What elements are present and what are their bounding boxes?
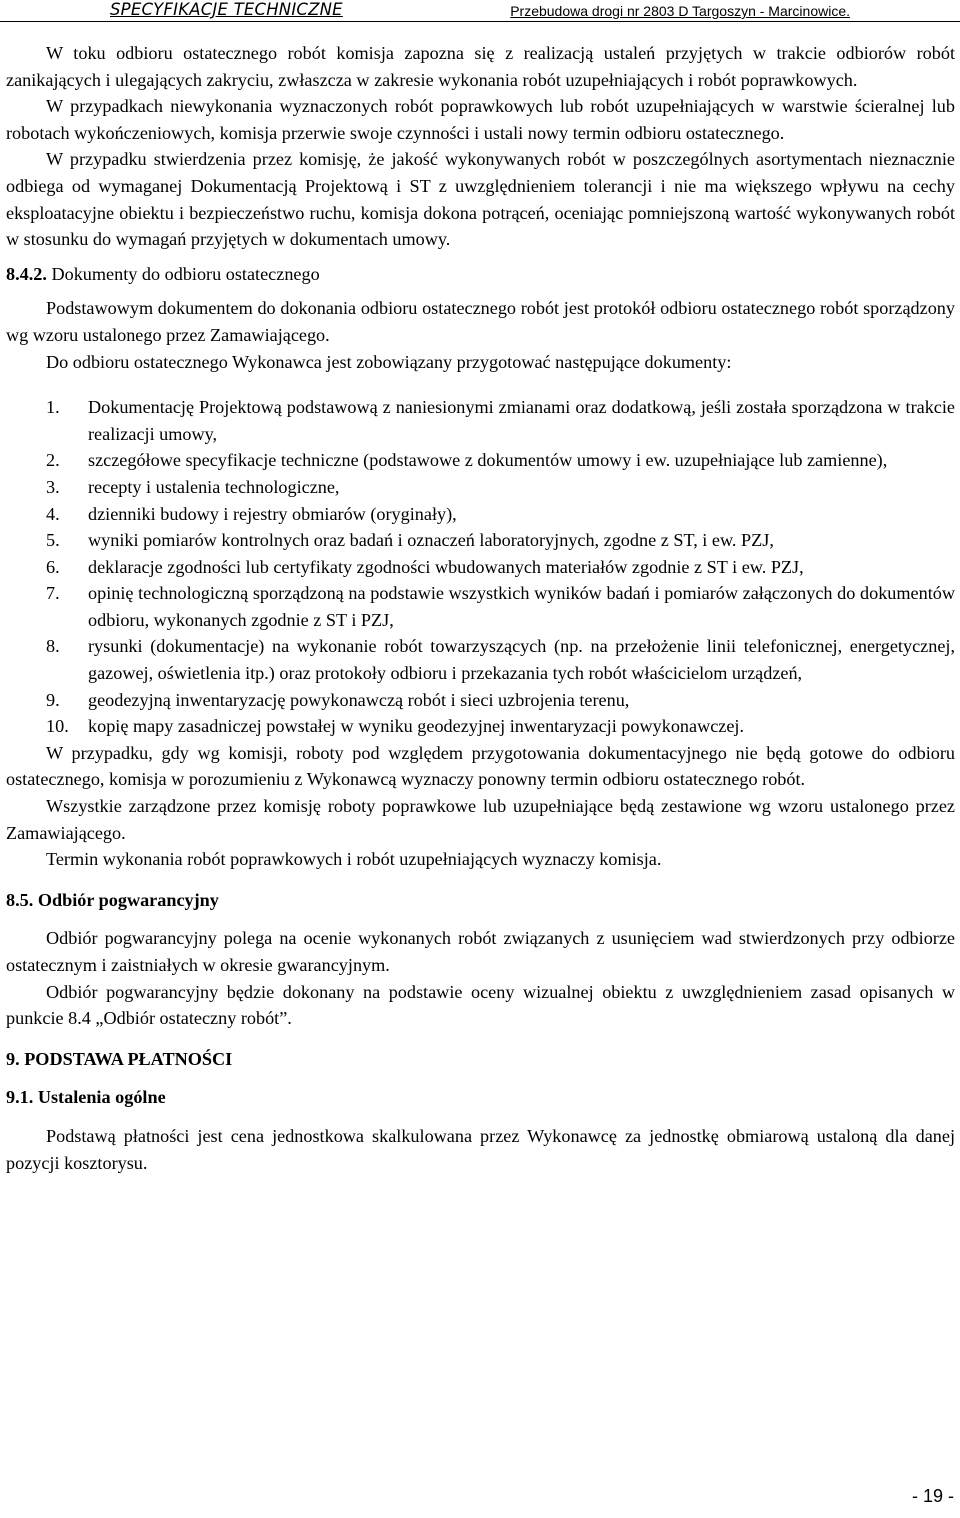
list-item	[6, 554, 955, 581]
section-heading-9: 9. PODSTAWA PŁATNOŚCI	[6, 1048, 233, 1069]
section-heading-8-5: 8.5. Odbiór pogwarancyjny	[6, 889, 219, 910]
list-item-number: 3.	[46, 476, 60, 497]
header-rule	[0, 21, 960, 22]
list-item	[6, 633, 955, 686]
section-heading-8-4-2	[6, 261, 955, 288]
paragraph-post-warranty-definition: Odbiór pogwarancyjny polega na ocenie wykonanych robót związanych z usunięciem wad stwierdzonych przy odbiorze ostatecznym i zaistniałych w okresie gwarancyjnym.	[6, 928, 955, 975]
paragraph-deadline: Termin wykonania robót poprawkowych i robót uzupełniających wyznaczy komisja.	[46, 849, 662, 870]
list-item-number: 9.	[46, 689, 60, 710]
list-item-number: 5.	[46, 530, 60, 551]
paragraph-payment-basis: Podstawą płatności jest cena jednostkowa skalkulowana przez Wykonawcę za jednostkę obmiarową ustaloną dla danej pozycji kosztorysu.	[6, 1125, 955, 1173]
list-item-number: 7.	[46, 583, 60, 604]
paragraph-quality-deductions: W przypadku stwierdzenia przez komisję, że jakość wykonywanych robót w poszczególnych asortymentach nieznacznie odbiega od wymaganej Dokumentacją Projektową i ST z uwzględnieniem tolerancji i nie ma większego wpływu na cechy eksploatacyjne obiektu i bezpieczeństwo ruchu, komisja dokona potrąceń, oceniając pomniejszoną wartość wykonywanych robót w stosunku do wymagań przyjętych w dokumentach umowy.	[6, 149, 955, 250]
list-item-text: deklaracje zgodności lub certyfikaty zgodności wbudowanych materiałów zgodnie z ST i ew. PZJ,	[88, 556, 804, 577]
list-item-text: wyniki pomiarów kontrolnych oraz badań i oznaczeń laboratoryjnych, zgodne z ST, i ew. PZJ,	[88, 530, 774, 551]
paragraph-final-acceptance-review: W toku odbioru ostatecznego robót komisja zapozna się z realizacją ustaleń przyjętych w trakcie odbiorów robót zanikających i ulegających zakryciu, zwłaszcza w zakresie wykonania robót uzupełniających i robót poprawkowych.	[6, 43, 955, 90]
list-item	[6, 713, 955, 740]
list-item-text: szczegółowe specyfikacje techniczne (podstawowe z dokumentów umowy i ew. uzupełniające lub zamienne),	[88, 450, 888, 471]
list-item-number: 6.	[46, 556, 60, 577]
section-title: Dokumenty do odbioru ostatecznego	[51, 263, 320, 284]
list-item-number: 2.	[46, 450, 60, 471]
list-item	[6, 394, 955, 447]
list-item	[6, 501, 955, 528]
paragraph-corrective-works: Wszystkie zarządzone przez komisję roboty poprawkowe lub uzupełniające będą zestawione wg wzoru ustalonego przez Zamawiającego.	[6, 796, 955, 843]
paragraph-required-documents-intro: Do odbioru ostatecznego Wykonawca jest zobowiązany przygotować następujące dokumenty:	[46, 351, 732, 372]
list-item-number: 4.	[46, 503, 60, 524]
page-number: - 19 -	[911, 1486, 954, 1506]
required-documents-list	[6, 394, 955, 740]
list-item-number: 1.	[46, 397, 60, 418]
list-item-text: geodezyjną inwentaryzację powykonawczą robót i sieci uzbrojenia terenu,	[88, 689, 630, 710]
list-item	[6, 687, 955, 714]
list-item-text: recepty i ustalenia technologiczne,	[88, 476, 340, 497]
list-item-number: 10.	[46, 716, 69, 737]
list-item	[6, 527, 955, 554]
list-item	[6, 447, 955, 474]
paragraph-basic-document: Podstawowym dokumentem do dokonania odbioru ostatecznego robót jest protokół odbioru ostatecznego robót sporządzony wg wzoru ustalonego przez Zamawiającego.	[6, 298, 955, 345]
header-document-title: SPECYFIKACJE TECHNICZNE	[110, 0, 343, 19]
paragraph-not-ready: W przypadku, gdy wg komisji, roboty pod względem przygotowania dokumentacyjnego nie będą gotowe do odbioru ostatecznego, komisja w porozumieniu z Wykonawcą wyznaczy ponowny termin odbioru ostatecznego robót.	[6, 742, 955, 790]
list-item-text: dzienniki budowy i rejestry obmiarów (oryginały),	[88, 503, 457, 524]
list-item	[6, 474, 955, 501]
page-header	[0, 0, 960, 22]
paragraph-incomplete-works: W przypadkach niewykonania wyznaczonych robót poprawkowych lub robót uzupełniających w warstwie ścieralnej lub robotach wykończeniowych, komisja przerwie swoje czynności i ustali nowy termin odbioru ostatecznego.	[6, 96, 955, 143]
list-item-text: Dokumentację Projektową podstawową z naniesionymi zmianami oraz dodatkową, jeśli została sporządzona w trakcie realizacji umowy,	[88, 397, 955, 444]
page-body	[6, 40, 955, 1176]
list-item-text: opinię technologiczną sporządzoną na podstawie wszystkich wyników badań i pomiarów załączonych do dokumentów odbioru, wykonanych zgodnie z ST i PZJ,	[88, 583, 955, 630]
paragraph-post-warranty-basis: Odbiór pogwarancyjny będzie dokonany na podstawie oceny wizualnej obiektu z uwzględnieniem zasad opisanych w punkcie 8.4 „Odbiór ostateczny robót”.	[6, 981, 955, 1029]
section-heading-9-1: 9.1. Ustalenia ogólne	[6, 1087, 166, 1108]
list-item-number: 8.	[46, 636, 60, 657]
section-number: 8.4.2.	[6, 263, 47, 284]
list-item-text: rysunki (dokumentacje) na wykonanie robót towarzyszących (np. na przełożenie linii telefonicznej, energetycznej, gazowej, oświetlenia itp.) oraz protokoły odbioru i przekazania tych robót właścicielom urządzeń,	[88, 636, 955, 684]
header-project-title: Przebudowa drogi nr 2803 D Targoszyn - Marcinowice.	[510, 3, 850, 19]
list-item-text: kopię mapy zasadniczej powstałej w wyniku geodezyjnej inwentaryzacji powykonawczej.	[88, 716, 745, 737]
list-item	[6, 580, 955, 633]
